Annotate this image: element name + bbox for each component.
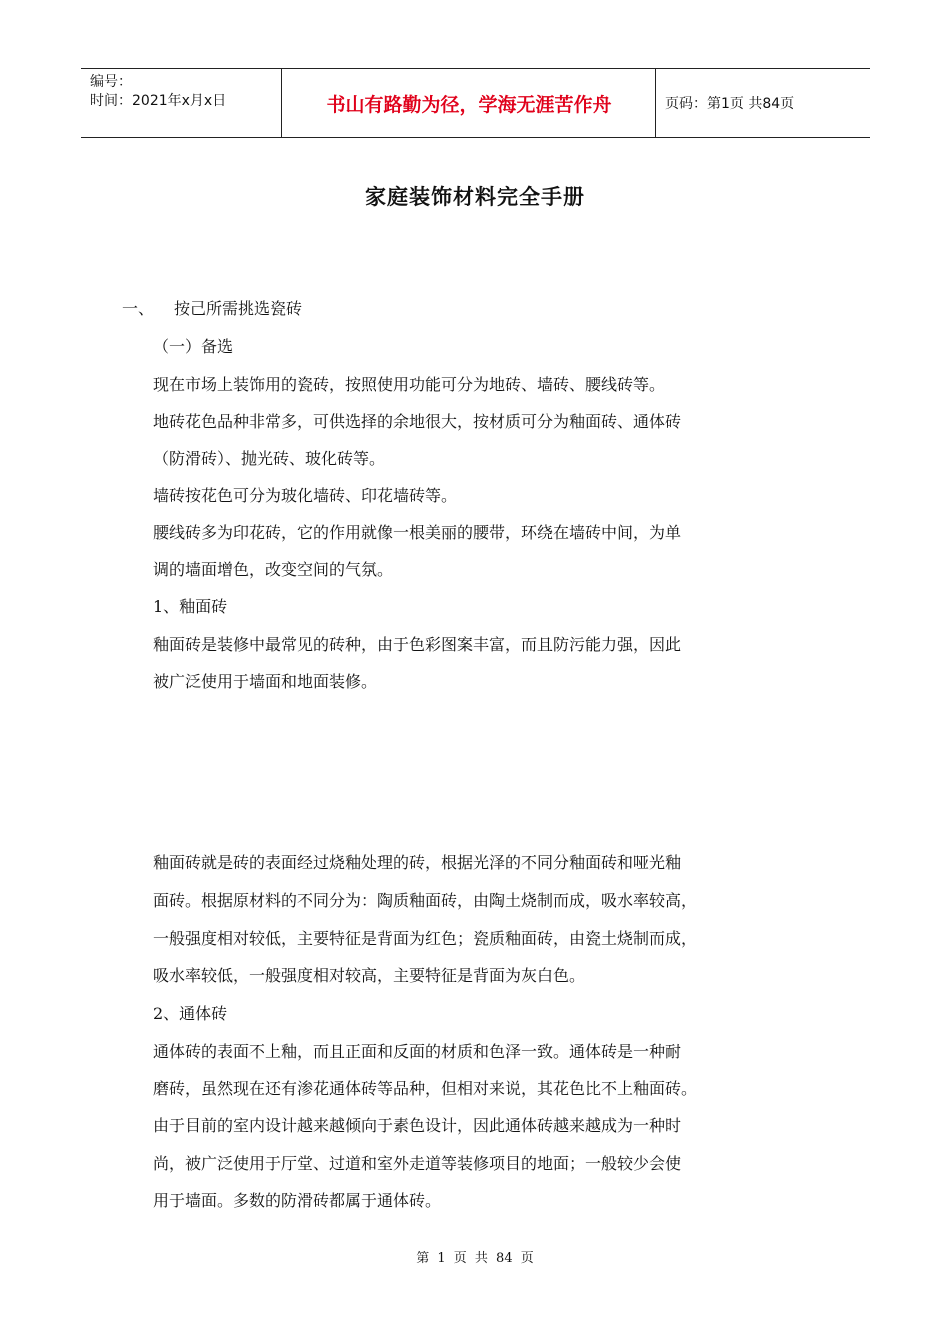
paragraph-line: 地砖花色品种非常多，可供选择的余地很大，按材质可分为釉面砖、通体砖 [153, 412, 682, 431]
section-heading: 按己所需挑选瓷砖 [174, 299, 303, 318]
paragraph-line: 釉面砖就是砖的表面经过烧釉处理的砖，根据光泽的不同分釉面砖和哑光釉 [153, 853, 682, 872]
item-heading: 1、釉面砖 [153, 597, 228, 616]
paragraph-line: 釉面砖是装修中最常见的砖种，由于色彩图案丰富，而且防污能力强，因此 [153, 635, 682, 654]
item-heading: 2、通体砖 [153, 1004, 228, 1023]
header-page-info: 页码：第1页 共84页 [665, 96, 795, 112]
number-label: 编号： [90, 74, 132, 90]
subsection-heading: （一）备选 [153, 337, 234, 356]
paragraph-line: 尚，被广泛使用于厅堂、过道和室外走道等装修项目的地面；一般较少会使 [153, 1154, 682, 1173]
header-motto: 书山有路勤为径，学海无涯苦作舟 [326, 93, 612, 116]
paragraph-line: 现在市场上装饰用的瓷砖，按照使用功能可分为地砖、墙砖、腰线砖等。 [153, 375, 666, 394]
paragraph-line: 墙砖按花色可分为玻化墙砖、印花墙砖等。 [153, 486, 458, 505]
paragraph-line: 用于墙面。多数的防滑砖都属于通体砖。 [153, 1191, 442, 1210]
paragraph-line: 一般强度相对较低，主要特征是背面为红色；瓷质釉面砖，由瓷土烧制而成， [153, 929, 698, 948]
paragraph-line: 腰线砖多为印花砖，它的作用就像一根美丽的腰带，环绕在墙砖中间，为单 [153, 523, 682, 542]
paragraph-line: 由于目前的室内设计越来越倾向于素色设计，因此通体砖越来越成为一种时 [153, 1116, 682, 1135]
document-header [81, 68, 870, 138]
time-label: 时间：2021年x月x日 [90, 93, 227, 109]
paragraph-line: （防滑砖）、抛光砖、玻化砖等。 [153, 449, 386, 468]
paragraph-line: 面砖。根据原材料的不同分为：陶质釉面砖，由陶土烧制而成，吸水率较高， [153, 891, 698, 910]
header-divider [655, 69, 656, 137]
paragraph-line: 被广泛使用于墙面和地面装修。 [153, 672, 378, 691]
paragraph-line: 磨砖，虽然现在还有渗花通体砖等品种，但相对来说，其花色比不上釉面砖。 [153, 1079, 698, 1098]
header-divider [281, 69, 282, 137]
header-meta [90, 73, 226, 111]
document-title: 家庭装饰材料完全手册 [365, 184, 585, 209]
paragraph-line: 通体砖的表面不上釉，而且正面和反面的材质和色泽一致。通体砖是一种耐 [153, 1042, 682, 1061]
page-footer: 第 1 页 共 84 页 [416, 1251, 534, 1266]
paragraph-line: 调的墙面增色，改变空间的气氛。 [153, 560, 394, 579]
paragraph-line: 吸水率较低，一般强度相对较高，主要特征是背面为灰白色。 [153, 966, 586, 985]
section-number: 一、 [122, 299, 155, 318]
